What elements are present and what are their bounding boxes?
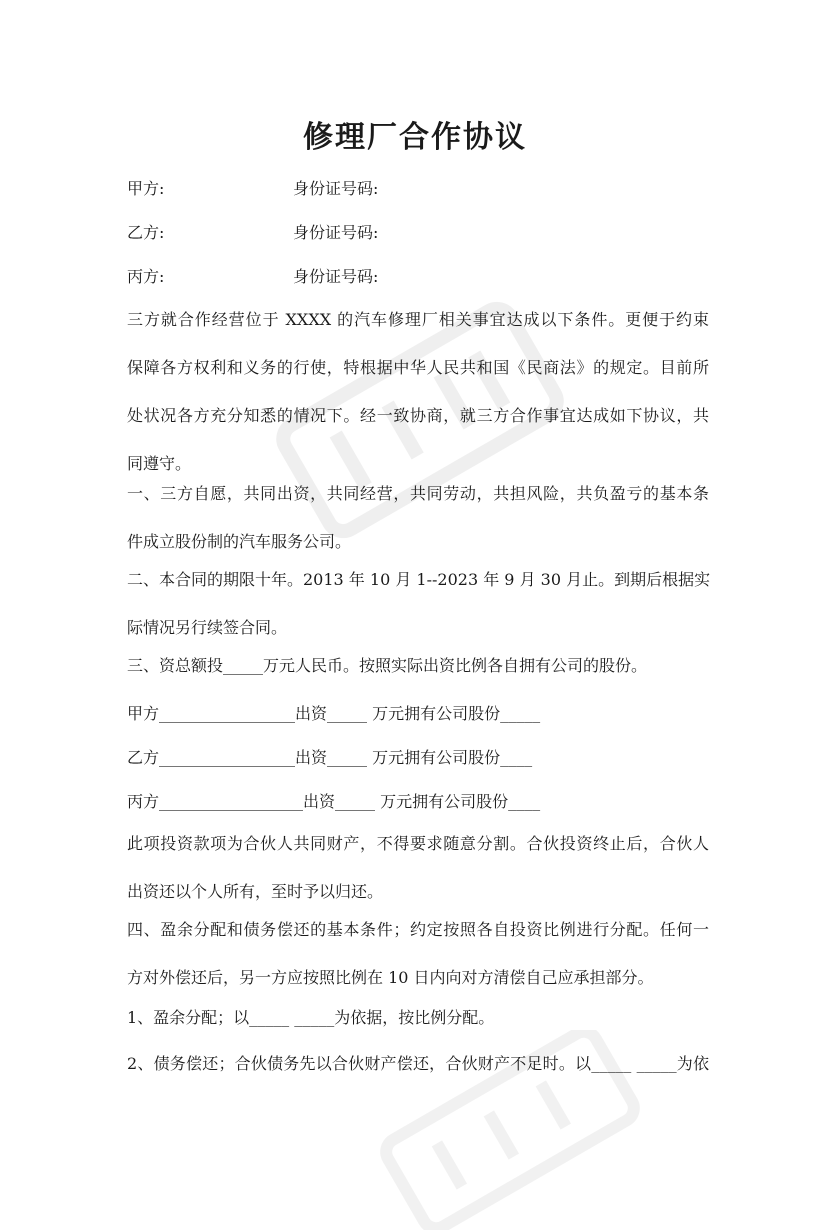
investment-line-a <box>127 690 709 738</box>
paragraph-line: 处状况各方充分知悉的情况下。经一致协商，就三方合作事宜达成如下协议，共 <box>127 406 709 425</box>
party-row-a <box>127 178 378 200</box>
paragraph-line: 二、本合同的期限十年。2013 年 10 月 1--2023 年 9 月 30 月止。到期后根据实 <box>127 570 711 589</box>
paragraph-line: 乙方_________________出资_____ 万元拥有公司股份____ <box>127 748 533 767</box>
paragraph-line: 2、债务偿还；合伙债务先以合伙财产偿还，合伙财产不足时。以_____ _____为依 <box>127 1054 709 1073</box>
paragraph-line: 三、资总额投_____万元人民币。按照实际出资比例各自拥有公司的股份。 <box>127 656 648 675</box>
party-id-label: 身份证号码: <box>293 179 379 198</box>
paragraph-line: 保障各方权利和义务的行使，特根据中华人民共和国《民商法》的规定。目前所 <box>127 358 709 377</box>
paragraph-line: 一、三方自愿，共同出资，共同经营，共同劳动，共担风险，共负盈亏的基本条 <box>127 484 709 503</box>
paragraph-line: 甲方_________________出资_____ 万元拥有公司股份_____ <box>127 704 541 723</box>
paragraph-line: 方对外偿还后，另一方应按照比例在 10 日内向对方清偿自己应承担部分。 <box>127 968 654 987</box>
investment-line-b <box>127 734 709 782</box>
paragraph-intro <box>127 296 709 488</box>
paragraph-line: 件成立股份制的汽车服务公司。 <box>127 532 352 551</box>
party-id-label: 身份证号码: <box>293 267 379 286</box>
paragraph-line: 四、盈余分配和债务偿还的基本条件；约定按照各自投资比例进行分配。任何一 <box>127 920 709 939</box>
document-title: 修理厂合作协议 <box>303 120 527 155</box>
party-name: 乙方: <box>127 223 165 242</box>
paragraph-line: 出资还以个人所有，至时予以归还。 <box>127 882 384 901</box>
party-id-label: 身份证号码: <box>293 223 379 242</box>
paragraph-line: 此项投资款项为合伙人共同财产，不得要求随意分割。合伙投资终止后，合伙人 <box>127 834 709 853</box>
party-row-c <box>127 266 378 288</box>
paragraph-line: 际情况另行续签合同。 <box>127 618 288 637</box>
paragraph-line: 三方就合作经营位于 XXXX 的汽车修理厂相关事宜达成以下条件。更便于约束 <box>127 310 709 329</box>
paragraph-clause-2 <box>127 556 709 652</box>
paragraph-investment-note <box>127 820 709 916</box>
paragraph-line: 1、盈余分配；以_____ _____为依据，按比例分配。 <box>127 1008 495 1027</box>
paragraph-clause-4 <box>127 906 709 1002</box>
paragraph-line: 同遵守。 <box>127 454 192 473</box>
party-name: 甲方: <box>127 179 165 198</box>
paragraph-line: 丙方__________________出资_____ 万元拥有公司股份____ <box>127 792 541 811</box>
paragraph-subitem-2 <box>127 1040 709 1088</box>
party-row-b <box>127 222 378 244</box>
investment-line-c <box>127 778 709 826</box>
party-name: 丙方: <box>127 267 165 286</box>
paragraph-clause-3 <box>127 642 709 690</box>
paragraph-clause-1 <box>127 470 709 566</box>
paragraph-subitem-1 <box>127 994 709 1042</box>
